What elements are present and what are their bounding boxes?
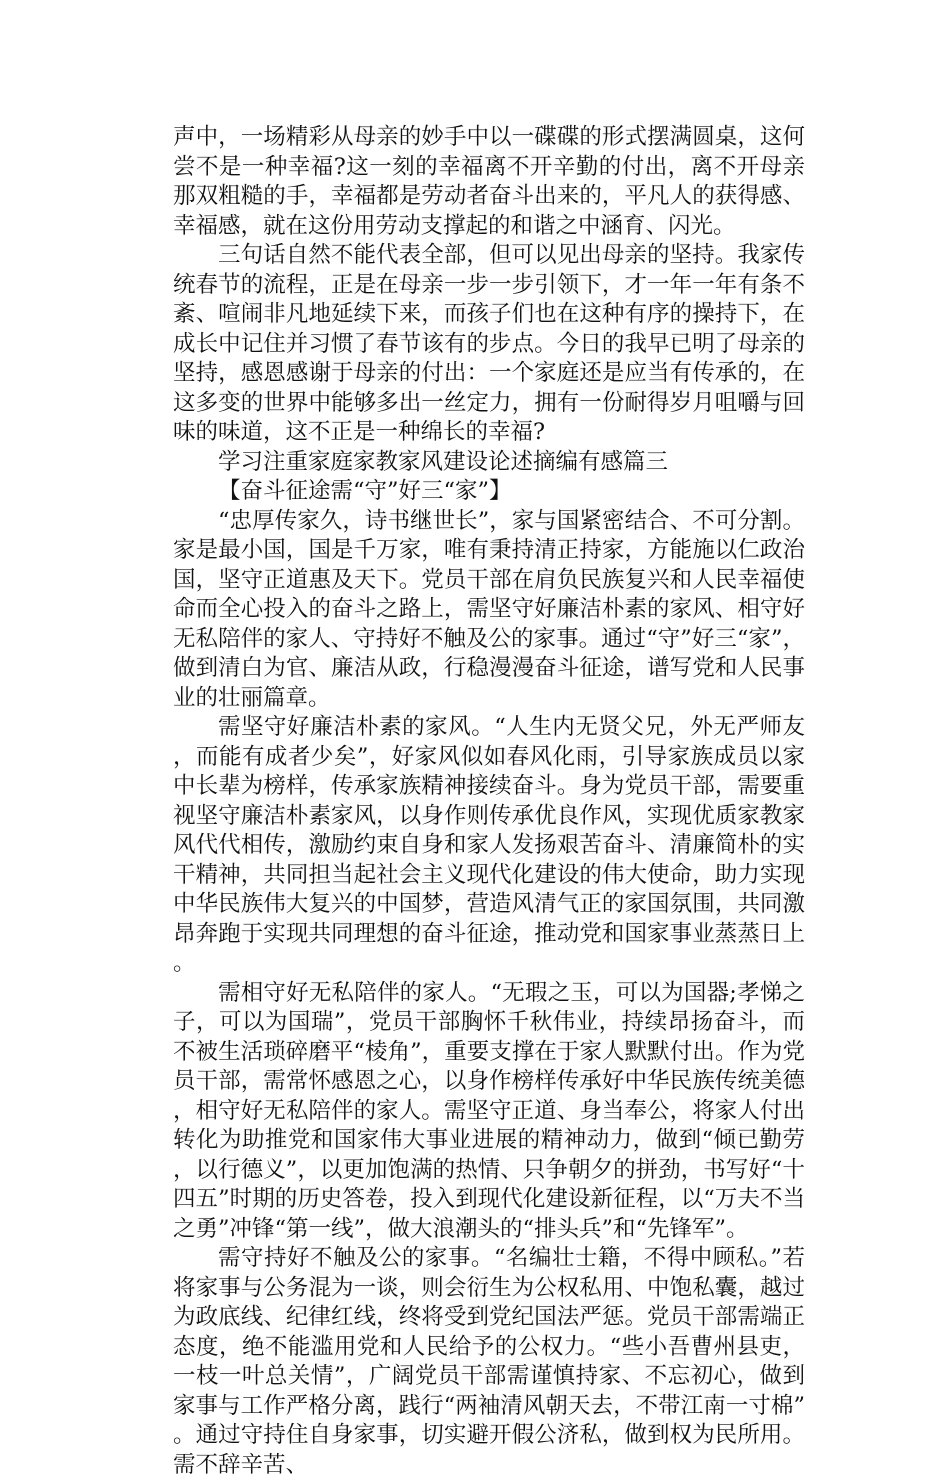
paragraph-family-style: 需坚守好廉洁朴素的家风。“人生内无贤父兄，外无严师友，而能有成者少矣”，好家风似如春风化雨，引导家族成员以家中长辈为榜样，传承家族精神接续奋斗。身为党员干部，需要重视坚守廉洁朴素家风，以身作则传承优良作风，实现优质家教家风代代相传，激励约束自身和家人发扬艰苦奋斗、清廉简朴的实干精神，共同担当起社会主义现代化建设的伟大使命，助力实现中华民族伟大复兴的中国梦，营造风清气正的家国氛围，共同激昂奔跑于实现共同理想的奋斗征途，推动党和国家事业蒸蒸日上。: [173, 714, 805, 976]
section-title: 学习注重家庭家教家风建设论述摘编有感篇三: [218, 448, 669, 475]
paragraph-continuation: 声中，一场精彩从母亲的妙手中以一碟碟的形式摆满圆桌，这何尝不是一种幸福?这一刻的幸福离不开辛勤的付出，离不开母亲那双粗糙的手，幸福都是劳动者奋斗出来的，平凡人的获得感、幸福感，就在这份用劳动支撑起的和谐之中涵育、闪光。: [173, 124, 805, 239]
paragraph-intro: “忠厚传家久，诗书继世长”，家与国紧密结合、不可分割。家是最小国，国是千万家，唯有秉持清正持家，方能施以仁政治国，坚守正道惠及天下。党员干部在肩负民族复兴和人民幸福使命而全心投入的奋斗之路上，需坚守好廉洁朴素的家风、相守好无私陪伴的家人、守持好不触及公的家事。通过“守”好三“家”，做到清白为官、廉洁从政，行稳漫漫奋斗征途，谱写党和人民事业的壮丽篇章。: [173, 507, 805, 711]
paragraph-mother-persistence: 三句话自然不能代表全部，但可以见出母亲的坚持。我家传统春节的流程，正是在母亲一步一步引领下，才一年一年有条不紊、喧闹非凡地延续下来，而孩子们也在这种有序的操持下，在成长中记住并习惯了春节该有的步点。今日的我早已明了母亲的坚持，感恩感谢于母亲的付出：一个家庭还是应当有传承的，在这多变的世界中能够多出一丝定力，拥有一份耐得岁月咀嚼与回味的味道，这不正是一种绵长的幸福?: [173, 242, 805, 445]
paragraph-family-members: 需相守好无私陪伴的家人。“无瑕之玉，可以为国器;孝悌之子，可以为国瑞”，党员干部胸怀千秋伟业，持续昂扬奋斗，而不被生活琐碎磨平“棱角”，重要支撑在于家人默默付出。作为党员干部，需常怀感恩之心，以身作榜样传承好中华民族传统美德，相守好无私陪伴的家人。需坚守正道、身当奉公，将家人付出转化为助推党和国家伟大事业进展的精神动力，做到“倾已勤劳，以行德义”，以更加饱满的热情、只争朝夕的拼劲，书写好“十四五”时期的历史答卷，投入到现代化建设新征程，以“万夫不当之勇”冲锋“第一线”，做大浪潮头的“排头兵”和“先锋军”。: [173, 979, 805, 1242]
paragraph-family-affairs: 需守持好不触及公的家事。“名编壮士籍，不得中顾私。”若将家事与公务混为一谈，则会衍生为公权私用、中饱私囊，越过为政底线、纪律红线，终将受到党纪国法严惩。党员干部需端正态度，绝不能滥用党和人民给予的公权力。“些小吾曹州县吏，一枝一叶总关情”，广阔党员干部需谨慎持家、不忘初心，做到家事与工作严格分离，践行“两袖清风朝天去，不带江南一寸棉”。通过守持住自身家事，切实避开假公济私，做到权为民所用。需不辞辛苦、: [173, 1245, 805, 1478]
section-subtitle: 【奋斗征途需“守”好三“家”】: [218, 478, 512, 504]
document-body: [173, 123, 805, 1480]
